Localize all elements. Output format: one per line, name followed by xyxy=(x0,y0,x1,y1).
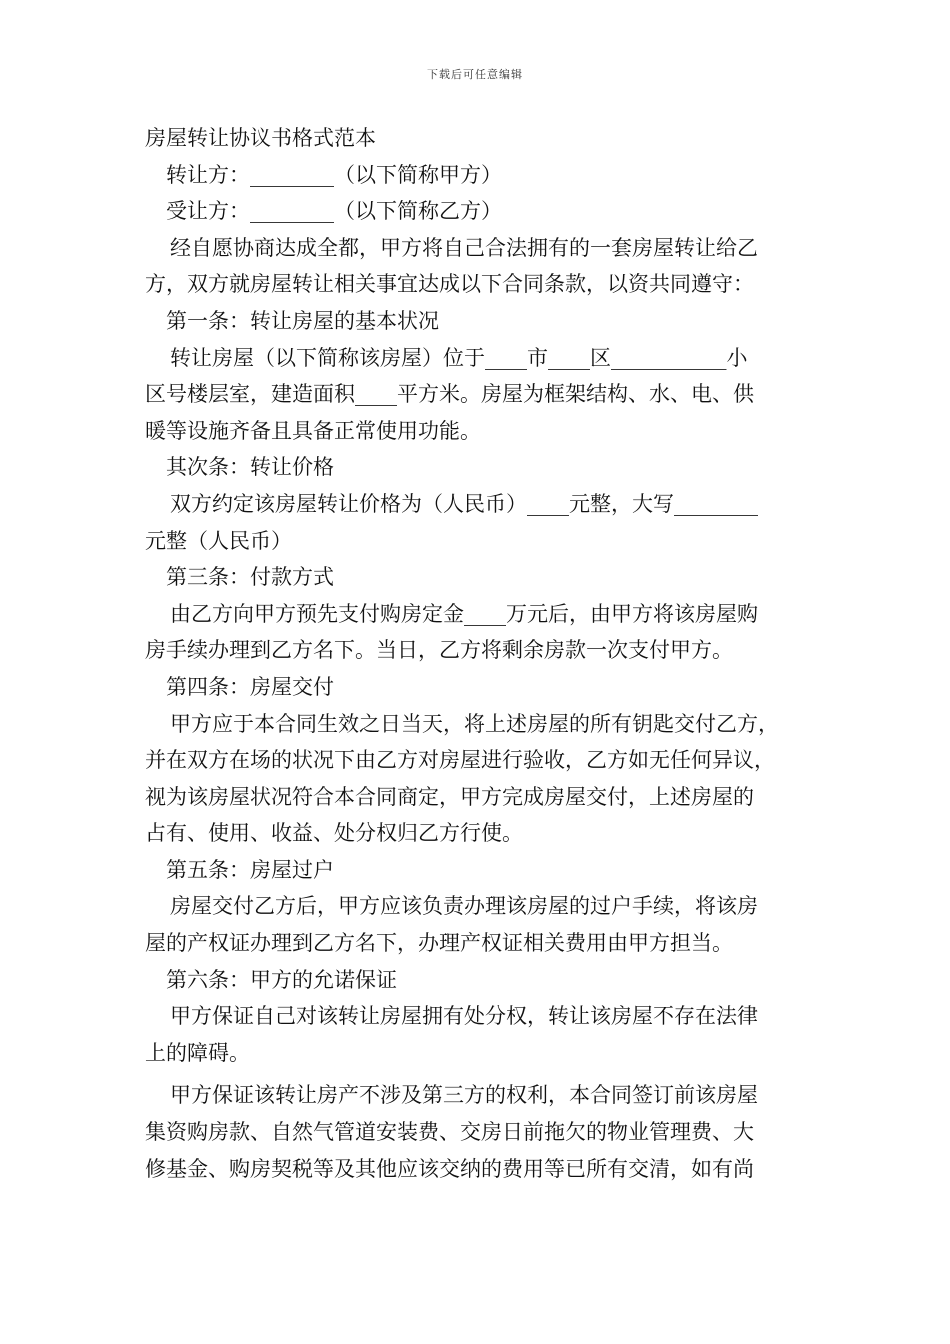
paragraph-line: 屋的产权证办理到乙方名下，办理产权证相关费用由甲方担当。 xyxy=(145,931,733,956)
paragraph-line: 并在双方在场的状况下由乙方对房屋进行验收，乙方如无任何异议， xyxy=(145,748,775,773)
transferor-line: 转让方：________（以下简称甲方） xyxy=(166,162,502,187)
paragraph-line: 房屋交付乙方后，甲方应该负责办理该房屋的过户手续，将该房 xyxy=(170,894,758,919)
article-heading: 第三条：付款方式 xyxy=(166,565,334,590)
paragraph-line: 甲方保证该转让房产不涉及第三方的权利，本合同签订前该房屋 xyxy=(170,1083,758,1108)
paragraph-line: 经自愿协商达成全都，甲方将自己合法拥有的一套房屋转让给乙 xyxy=(170,235,758,260)
article-heading: 第六条：甲方的允诺保证 xyxy=(166,967,397,992)
paragraph-line: 双方约定该房屋转让价格为（人民币）____元整，大写________ xyxy=(170,491,758,516)
transferee-line: 受让方：________（以下简称乙方） xyxy=(166,199,502,224)
document-title: 房屋转让协议书格式范本 xyxy=(145,126,376,150)
paragraph-line: 甲方保证自己对该转让房屋拥有处分权，转让该房屋不存在法律 xyxy=(170,1004,758,1029)
paragraph-line: 上的障碍。 xyxy=(145,1040,250,1065)
paragraph-line: 方，双方就房屋转让相关事宜达成以下合同条款，以资共同遵守： xyxy=(145,272,754,297)
article-heading: 其次条：转让价格 xyxy=(166,455,334,480)
header-note: 下载后可任意编辑 xyxy=(427,68,523,81)
paragraph-line: 甲方应于本合同生效之日当天，将上述房屋的所有钥匙交付乙方， xyxy=(170,711,779,736)
paragraph-line: 元整（人民币） xyxy=(145,528,292,553)
paragraph-line: 暖等设施齐备且具备正常使用功能。 xyxy=(145,418,481,443)
paragraph-line: 由乙方向甲方预先支付购房定金____万元后，由甲方将该房屋购 xyxy=(170,601,758,626)
article-heading: 第五条：房屋过户 xyxy=(166,857,334,882)
paragraph-line: 房手续办理到乙方名下。当日，乙方将剩余房款一次支付甲方。 xyxy=(145,638,733,663)
article-heading: 第一条：转让房屋的基本状况 xyxy=(166,308,439,333)
document-body xyxy=(145,120,813,1187)
paragraph-line: 修基金、购房契税等及其他应该交纳的费用等已所有交清，如有尚 xyxy=(145,1156,754,1181)
paragraph-line: 集资购房款、自然气管道安装费、交房日前拖欠的物业管理费、大 xyxy=(145,1120,754,1145)
paragraph-line: 区号楼层室，建造面积____平方米。房屋为框架结构、水、电、供 xyxy=(145,382,754,407)
paragraph-line: 转让房屋（以下简称该房屋）位于____市____区___________小 xyxy=(170,345,748,370)
paragraph-line: 视为该房屋状况符合本合同商定，甲方完成房屋交付，上述房屋的 xyxy=(145,784,754,809)
article-heading: 第四条：房屋交付 xyxy=(166,674,334,699)
paragraph-line: 占有、使用、收益、处分权归乙方行使。 xyxy=(145,821,523,846)
